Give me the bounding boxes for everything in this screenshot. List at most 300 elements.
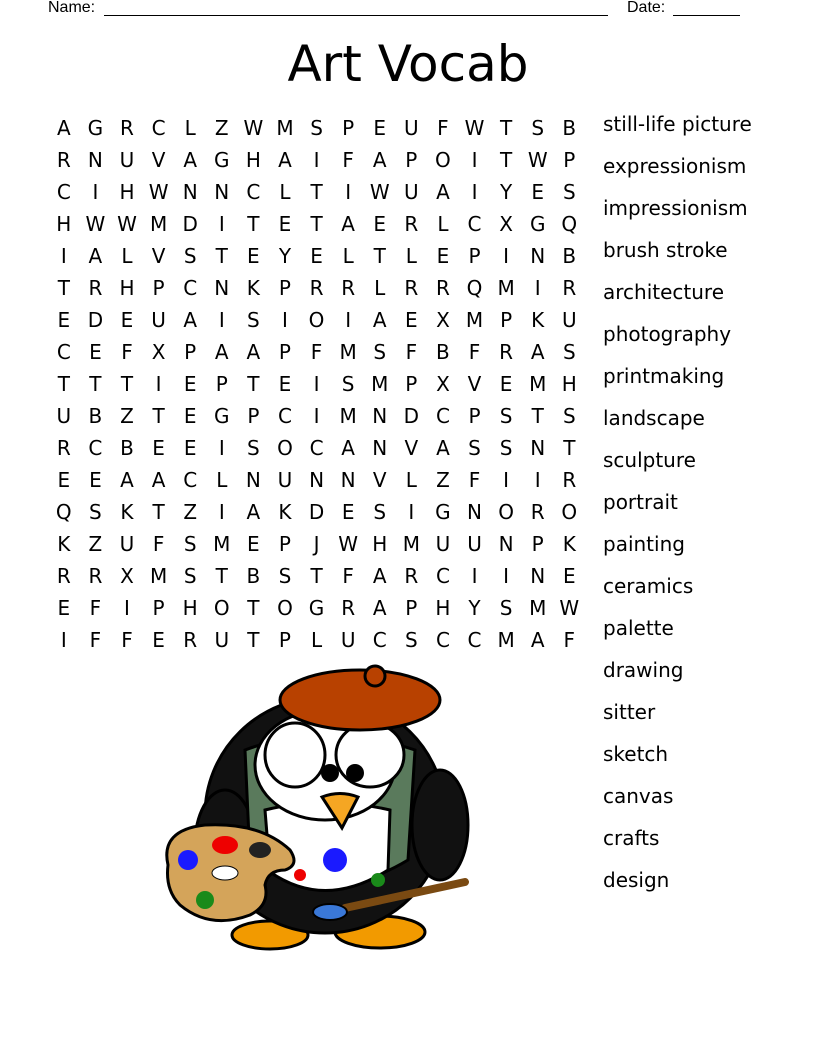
grid-letter[interactable]: F bbox=[89, 628, 102, 652]
grid-letter[interactable]: N bbox=[182, 180, 198, 204]
grid-letter[interactable]: I bbox=[345, 308, 352, 332]
grid-letter[interactable]: X bbox=[436, 372, 450, 396]
grid-letter[interactable]: A bbox=[88, 244, 103, 268]
grid-letter[interactable]: P bbox=[278, 628, 291, 652]
grid-letter[interactable]: T bbox=[89, 372, 102, 396]
grid-letter[interactable]: R bbox=[56, 148, 71, 172]
grid-letter[interactable]: E bbox=[57, 468, 71, 492]
grid-letter[interactable]: W bbox=[559, 596, 580, 620]
grid-letter[interactable]: F bbox=[563, 628, 576, 652]
grid-letter[interactable]: T bbox=[500, 148, 513, 172]
grid-letter[interactable]: S bbox=[373, 340, 387, 364]
grid-letter[interactable]: X bbox=[499, 212, 513, 236]
grid-letter[interactable]: C bbox=[246, 180, 261, 204]
grid-letter[interactable]: N bbox=[530, 564, 546, 588]
grid-letter[interactable]: X bbox=[120, 564, 134, 588]
grid-letter[interactable]: A bbox=[436, 436, 450, 460]
grid-letter[interactable]: N bbox=[498, 532, 514, 556]
grid-letter[interactable]: C bbox=[277, 404, 292, 428]
grid-letter[interactable]: E bbox=[57, 308, 71, 332]
grid-letter[interactable]: K bbox=[278, 500, 292, 524]
grid-letter[interactable]: F bbox=[468, 340, 481, 364]
grid-letter[interactable]: L bbox=[437, 212, 449, 236]
grid-letter[interactable]: U bbox=[561, 308, 577, 332]
grid-letter[interactable]: E bbox=[341, 500, 355, 524]
grid-letter[interactable]: R bbox=[120, 116, 134, 140]
grid-letter[interactable]: R bbox=[562, 468, 577, 492]
grid-letter[interactable]: F bbox=[342, 564, 354, 588]
grid-letter[interactable]: U bbox=[404, 180, 419, 204]
grid-letter[interactable]: C bbox=[467, 628, 482, 652]
grid-letter[interactable]: T bbox=[531, 404, 544, 428]
grid-letter[interactable]: A bbox=[120, 468, 134, 492]
grid-letter[interactable]: P bbox=[531, 532, 544, 556]
grid-letter[interactable]: E bbox=[436, 244, 450, 268]
grid-letter[interactable]: I bbox=[124, 596, 130, 620]
grid-letter[interactable]: L bbox=[374, 276, 386, 300]
grid-letter[interactable]: J bbox=[313, 532, 320, 556]
grid-letter[interactable]: P bbox=[342, 116, 355, 140]
grid-letter[interactable]: T bbox=[310, 180, 323, 204]
grid-letter[interactable]: U bbox=[435, 532, 451, 556]
grid-letter[interactable]: N bbox=[214, 276, 230, 300]
grid-letter[interactable]: Q bbox=[55, 500, 72, 524]
grid-letter[interactable]: A bbox=[341, 212, 355, 236]
grid-letter[interactable]: S bbox=[499, 404, 513, 428]
grid-letter[interactable]: C bbox=[309, 436, 324, 460]
grid-letter[interactable]: P bbox=[278, 532, 291, 556]
grid-letter[interactable]: C bbox=[435, 404, 450, 428]
grid-letter[interactable]: H bbox=[435, 596, 451, 620]
grid-letter[interactable]: S bbox=[499, 436, 513, 460]
grid-letter[interactable]: T bbox=[247, 628, 260, 652]
grid-letter[interactable]: E bbox=[247, 532, 260, 556]
grid-letter[interactable]: R bbox=[341, 596, 356, 620]
grid-letter[interactable]: O bbox=[277, 436, 293, 460]
name-line[interactable] bbox=[104, 15, 608, 16]
grid-letter[interactable]: I bbox=[534, 468, 541, 492]
grid-letter[interactable]: O bbox=[277, 596, 293, 620]
grid-letter[interactable]: B bbox=[88, 404, 103, 428]
grid-letter[interactable]: M bbox=[529, 372, 547, 396]
grid-letter[interactable]: R bbox=[56, 436, 71, 460]
grid-letter[interactable]: E bbox=[405, 308, 418, 332]
grid-letter[interactable]: R bbox=[435, 276, 450, 300]
grid-letter[interactable]: E bbox=[562, 564, 576, 588]
grid-letter[interactable]: F bbox=[405, 340, 418, 364]
grid-letter[interactable]: I bbox=[218, 436, 225, 460]
grid-letter[interactable]: M bbox=[529, 596, 547, 620]
grid-letter[interactable]: E bbox=[89, 340, 102, 364]
grid-letter[interactable]: I bbox=[60, 244, 67, 268]
grid-letter[interactable]: S bbox=[247, 308, 260, 332]
grid-letter[interactable]: U bbox=[56, 404, 72, 428]
grid-letter[interactable]: S bbox=[562, 404, 576, 428]
grid-letter[interactable]: U bbox=[404, 116, 419, 140]
grid-letter[interactable]: N bbox=[372, 404, 388, 428]
grid-letter[interactable]: I bbox=[92, 180, 99, 204]
grid-letter[interactable]: I bbox=[218, 212, 225, 236]
grid-letter[interactable]: S bbox=[499, 596, 513, 620]
grid-letter[interactable]: P bbox=[152, 276, 165, 300]
grid-letter[interactable]: P bbox=[468, 244, 481, 268]
grid-letter[interactable]: E bbox=[152, 436, 165, 460]
grid-letter[interactable]: L bbox=[216, 468, 228, 492]
grid-letter[interactable]: T bbox=[57, 372, 70, 396]
grid-letter[interactable]: S bbox=[373, 500, 387, 524]
grid-letter[interactable]: C bbox=[56, 180, 71, 204]
grid-letter[interactable]: T bbox=[152, 500, 165, 524]
grid-letter[interactable]: O bbox=[498, 500, 514, 524]
grid-letter[interactable]: F bbox=[437, 116, 449, 140]
grid-letter[interactable]: F bbox=[468, 468, 481, 492]
grid-row bbox=[48, 336, 585, 368]
grid-letter[interactable]: V bbox=[151, 244, 166, 268]
grid-letter[interactable]: R bbox=[404, 276, 419, 300]
grid-letter[interactable]: S bbox=[247, 436, 260, 460]
penguin-artist-illustration bbox=[150, 660, 480, 960]
grid-letter[interactable]: I bbox=[534, 276, 541, 300]
grid-letter[interactable]: L bbox=[405, 468, 417, 492]
grid-letter[interactable]: M bbox=[276, 116, 294, 140]
grid-letter[interactable]: S bbox=[562, 340, 576, 364]
grid-letter[interactable]: T bbox=[310, 564, 323, 588]
grid-letter[interactable]: A bbox=[56, 116, 71, 140]
grid-letter[interactable]: C bbox=[88, 436, 103, 460]
grid-letter[interactable]: R bbox=[88, 276, 103, 300]
grid-letter[interactable]: R bbox=[183, 628, 198, 652]
grid-letter[interactable]: T bbox=[57, 276, 70, 300]
grid-letter[interactable]: U bbox=[214, 628, 230, 652]
grid-letter[interactable]: Z bbox=[436, 468, 450, 492]
grid-letter[interactable]: R bbox=[88, 564, 103, 588]
grid-letter[interactable]: A bbox=[246, 340, 261, 364]
grid-letter[interactable]: A bbox=[183, 148, 198, 172]
word-list-item: printmaking bbox=[603, 364, 725, 388]
grid-letter[interactable]: B bbox=[246, 564, 261, 588]
grid-letter[interactable]: Q bbox=[561, 212, 578, 236]
grid-letter[interactable]: A bbox=[151, 468, 166, 492]
grid-letter[interactable]: S bbox=[278, 564, 292, 588]
grid-letter[interactable]: M bbox=[497, 276, 515, 300]
grid-letter[interactable]: P bbox=[563, 148, 576, 172]
grid-letter[interactable]: A bbox=[436, 180, 450, 204]
grid-letter[interactable]: U bbox=[119, 148, 135, 172]
grid-letter[interactable]: I bbox=[345, 180, 352, 204]
grid-letter[interactable]: N bbox=[309, 468, 325, 492]
grid-letter[interactable]: F bbox=[342, 148, 354, 172]
grid-letter[interactable]: D bbox=[182, 212, 198, 236]
grid-letter[interactable]: U bbox=[467, 532, 482, 556]
grid-letter[interactable]: E bbox=[57, 596, 71, 620]
grid-letter[interactable]: D bbox=[87, 308, 104, 332]
grid-letter[interactable]: R bbox=[404, 564, 419, 588]
grid-letter[interactable]: P bbox=[468, 404, 481, 428]
grid-letter[interactable]: B bbox=[562, 116, 577, 140]
grid-letter[interactable]: F bbox=[310, 340, 323, 364]
grid-letter[interactable]: T bbox=[247, 372, 260, 396]
grid-letter[interactable]: P bbox=[405, 596, 418, 620]
grid-letter[interactable]: Z bbox=[183, 500, 198, 524]
grid-letter[interactable]: A bbox=[341, 436, 355, 460]
grid-letter[interactable]: T bbox=[152, 404, 165, 428]
grid-letter[interactable]: X bbox=[151, 340, 166, 364]
grid-letter[interactable]: E bbox=[120, 308, 134, 332]
grid-letter[interactable]: C bbox=[151, 116, 166, 140]
grid-letter[interactable]: I bbox=[313, 148, 320, 172]
grid-letter[interactable]: I bbox=[60, 628, 67, 652]
grid-letter[interactable]: X bbox=[436, 308, 450, 332]
grid-letter[interactable]: E bbox=[499, 372, 513, 396]
grid-letter[interactable]: F bbox=[152, 532, 165, 556]
grid-letter[interactable]: E bbox=[373, 212, 387, 236]
grid-letter[interactable]: G bbox=[529, 212, 546, 236]
grid-letter[interactable]: T bbox=[215, 244, 228, 268]
grid-letter[interactable]: U bbox=[119, 532, 135, 556]
grid-letter[interactable]: P bbox=[247, 404, 260, 428]
grid-letter[interactable]: I bbox=[155, 372, 162, 396]
grid-letter[interactable]: S bbox=[183, 532, 197, 556]
grid-letter[interactable]: C bbox=[467, 212, 482, 236]
grid-letter[interactable]: R bbox=[562, 276, 577, 300]
grid-letter[interactable]: L bbox=[184, 116, 196, 140]
grid-letter[interactable]: M bbox=[149, 564, 168, 588]
grid-letter[interactable]: N bbox=[530, 436, 546, 460]
grid-letter[interactable]: W bbox=[464, 116, 485, 140]
grid-letter[interactable]: G bbox=[435, 500, 451, 524]
grid-letter[interactable]: S bbox=[89, 500, 102, 524]
grid-letter[interactable]: B bbox=[562, 244, 577, 268]
grid-letter[interactable]: N bbox=[87, 148, 103, 172]
grid-letter[interactable]: V bbox=[467, 372, 482, 396]
grid-letter[interactable]: S bbox=[183, 244, 197, 268]
grid-letter[interactable]: Y bbox=[278, 244, 292, 268]
grid-letter[interactable]: N bbox=[340, 468, 356, 492]
grid-letter[interactable]: N bbox=[245, 468, 261, 492]
grid-letter[interactable]: I bbox=[503, 564, 510, 588]
grid-letter[interactable]: W bbox=[243, 116, 264, 140]
grid-letter[interactable]: W bbox=[85, 212, 106, 236]
grid-letter[interactable]: B bbox=[120, 436, 134, 460]
grid-letter[interactable]: A bbox=[372, 148, 387, 172]
grid-letter[interactable]: T bbox=[563, 436, 576, 460]
grid-letter[interactable]: F bbox=[121, 628, 133, 652]
grid-letter[interactable]: I bbox=[313, 372, 320, 396]
grid-letter[interactable]: I bbox=[503, 468, 510, 492]
grid-letter[interactable]: E bbox=[183, 404, 197, 428]
grid-letter[interactable]: C bbox=[183, 468, 198, 492]
grid-letter[interactable]: I bbox=[218, 308, 225, 332]
grid-letter[interactable]: P bbox=[278, 276, 291, 300]
grid-letter[interactable]: K bbox=[57, 532, 71, 556]
grid-letter[interactable]: A bbox=[530, 340, 545, 364]
grid-letter[interactable]: A bbox=[372, 596, 387, 620]
grid-letter[interactable]: I bbox=[471, 180, 478, 204]
grid-letter[interactable]: V bbox=[151, 148, 166, 172]
grid-letter[interactable]: G bbox=[214, 148, 230, 172]
grid-letter[interactable]: O bbox=[213, 596, 230, 620]
grid-letter[interactable]: M bbox=[213, 532, 231, 556]
grid-letter[interactable]: C bbox=[435, 628, 450, 652]
grid-letter[interactable]: T bbox=[310, 212, 323, 236]
grid-letter[interactable]: N bbox=[372, 436, 388, 460]
grid-letter[interactable]: O bbox=[435, 148, 451, 172]
word-list-item: sitter bbox=[603, 700, 656, 724]
grid-letter[interactable]: P bbox=[500, 308, 513, 332]
grid-letter[interactable]: W bbox=[148, 180, 169, 204]
grid-letter[interactable]: S bbox=[183, 564, 197, 588]
grid-letter[interactable]: H bbox=[119, 180, 135, 204]
grid-letter[interactable]: M bbox=[402, 532, 420, 556]
grid-letter[interactable]: E bbox=[278, 212, 292, 236]
grid-letter[interactable]: N bbox=[530, 244, 546, 268]
date-line[interactable] bbox=[673, 15, 740, 16]
grid-letter[interactable]: E bbox=[310, 244, 323, 268]
grid-letter[interactable]: M bbox=[497, 628, 515, 652]
grid-letter[interactable]: I bbox=[471, 564, 478, 588]
grid-letter[interactable]: A bbox=[278, 148, 292, 172]
grid-letter[interactable]: M bbox=[339, 404, 357, 428]
grid-letter[interactable]: T bbox=[215, 564, 228, 588]
grid-letter[interactable]: I bbox=[313, 404, 320, 428]
grid-letter[interactable]: E bbox=[373, 116, 387, 140]
grid-letter[interactable]: W bbox=[369, 180, 390, 204]
grid-letter[interactable]: U bbox=[151, 308, 166, 332]
grid-letter[interactable]: F bbox=[89, 596, 102, 620]
grid-letter[interactable]: S bbox=[404, 628, 418, 652]
grid-letter[interactable]: A bbox=[183, 308, 198, 332]
word-list-item: crafts bbox=[603, 826, 660, 850]
grid-letter[interactable]: S bbox=[341, 372, 355, 396]
grid-letter[interactable]: H bbox=[372, 532, 388, 556]
grid-letter[interactable]: A bbox=[214, 340, 229, 364]
grid-letter[interactable]: P bbox=[184, 340, 197, 364]
grid-letter[interactable]: D bbox=[308, 500, 325, 524]
grid-letter[interactable]: P bbox=[152, 596, 165, 620]
grid-letter[interactable]: G bbox=[214, 404, 230, 428]
grid-letter[interactable]: L bbox=[279, 180, 291, 204]
grid-letter[interactable]: A bbox=[246, 500, 261, 524]
grid-letter[interactable]: I bbox=[503, 244, 510, 268]
grid-letter[interactable]: L bbox=[121, 244, 133, 268]
grid-letter[interactable]: Y bbox=[500, 180, 513, 204]
grid-letter[interactable]: H bbox=[56, 212, 72, 236]
grid-letter[interactable]: O bbox=[308, 308, 325, 332]
grid-letter[interactable]: P bbox=[405, 148, 418, 172]
grid-letter[interactable]: R bbox=[530, 500, 545, 524]
grid-letter[interactable]: T bbox=[247, 212, 260, 236]
grid-letter[interactable]: G bbox=[87, 116, 104, 140]
grid-letter[interactable]: V bbox=[372, 468, 387, 492]
grid-letter[interactable]: U bbox=[277, 468, 293, 492]
grid-letter[interactable]: T bbox=[373, 244, 386, 268]
grid-letter[interactable]: W bbox=[117, 212, 137, 236]
grid-letter[interactable]: R bbox=[56, 564, 71, 588]
grid-letter[interactable]: M bbox=[371, 372, 389, 396]
grid-letter[interactable]: S bbox=[562, 180, 576, 204]
grid-letter[interactable]: L bbox=[342, 244, 354, 268]
grid-letter[interactable]: T bbox=[500, 116, 513, 140]
grid-letter[interactable]: H bbox=[245, 148, 261, 172]
grid-letter[interactable]: M bbox=[339, 340, 357, 364]
grid-letter[interactable]: R bbox=[404, 212, 419, 236]
grid-letter[interactable]: Z bbox=[120, 404, 134, 428]
grid-letter[interactable]: F bbox=[121, 340, 133, 364]
grid-letter[interactable]: I bbox=[218, 500, 225, 524]
grid-letter[interactable]: R bbox=[341, 276, 356, 300]
grid-letter[interactable]: E bbox=[278, 372, 292, 396]
grid-letter[interactable]: B bbox=[436, 340, 450, 364]
grid-letter[interactable]: Y bbox=[468, 596, 481, 620]
grid-letter[interactable]: Z bbox=[88, 532, 103, 556]
grid-letter[interactable]: L bbox=[310, 628, 323, 652]
grid-letter[interactable]: T bbox=[120, 372, 134, 396]
grid-row bbox=[48, 208, 585, 240]
page-title: Art Vocab bbox=[287, 35, 529, 93]
grid-letter[interactable]: U bbox=[340, 628, 356, 652]
grid-letter[interactable]: K bbox=[531, 308, 545, 332]
grid-letter[interactable]: L bbox=[405, 244, 417, 268]
grid-letter[interactable]: H bbox=[561, 372, 577, 396]
grid-letter[interactable]: K bbox=[562, 532, 576, 556]
grid-letter[interactable]: G bbox=[308, 596, 325, 620]
grid-letter[interactable]: E bbox=[152, 628, 165, 652]
word-list bbox=[603, 110, 752, 908]
grid-letter[interactable]: Q bbox=[466, 276, 483, 300]
grid-letter[interactable]: E bbox=[89, 468, 102, 492]
grid-letter[interactable]: P bbox=[405, 372, 418, 396]
grid-letter[interactable]: C bbox=[435, 564, 450, 588]
grid-letter[interactable]: R bbox=[309, 276, 324, 300]
grid-letter[interactable]: E bbox=[183, 372, 197, 396]
grid-letter[interactable]: D bbox=[403, 404, 420, 428]
grid-letter[interactable]: T bbox=[247, 596, 260, 620]
grid-letter[interactable]: E bbox=[531, 180, 545, 204]
grid-letter[interactable]: Z bbox=[214, 116, 229, 140]
grid-letter[interactable]: N bbox=[467, 500, 482, 524]
grid-letter[interactable]: W bbox=[338, 532, 359, 556]
grid-letter[interactable]: H bbox=[119, 276, 135, 300]
grid-letter[interactable]: M bbox=[149, 212, 168, 236]
grid-letter[interactable]: K bbox=[246, 276, 260, 300]
grid-letter[interactable]: P bbox=[215, 372, 228, 396]
grid-letter[interactable]: C bbox=[372, 628, 387, 652]
grid-letter[interactable]: A bbox=[530, 628, 545, 652]
grid-letter[interactable]: O bbox=[561, 500, 578, 524]
grid-letter[interactable]: S bbox=[531, 116, 545, 140]
grid-letter[interactable]: I bbox=[282, 308, 288, 332]
grid-letter[interactable]: E bbox=[247, 244, 260, 268]
grid-letter[interactable]: N bbox=[214, 180, 230, 204]
grid-letter[interactable]: C bbox=[183, 276, 198, 300]
grid-letter[interactable]: K bbox=[120, 500, 134, 524]
grid-letter[interactable]: S bbox=[310, 116, 323, 140]
grid-letter[interactable]: R bbox=[499, 340, 514, 364]
grid-letter[interactable]: A bbox=[372, 564, 387, 588]
grid-letter[interactable]: C bbox=[56, 340, 71, 364]
grid-letter[interactable]: W bbox=[527, 148, 548, 172]
grid-letter[interactable]: A bbox=[372, 308, 387, 332]
grid-letter[interactable]: S bbox=[468, 436, 481, 460]
grid-letter[interactable]: M bbox=[465, 308, 484, 332]
grid-letter[interactable]: H bbox=[182, 596, 198, 620]
grid-letter[interactable]: I bbox=[408, 500, 415, 524]
word-list-item: portrait bbox=[603, 490, 678, 514]
grid-letter[interactable]: P bbox=[278, 340, 291, 364]
grid-letter[interactable]: V bbox=[404, 436, 419, 460]
grid-letter[interactable]: E bbox=[183, 436, 197, 460]
grid-letter[interactable]: I bbox=[471, 148, 478, 172]
